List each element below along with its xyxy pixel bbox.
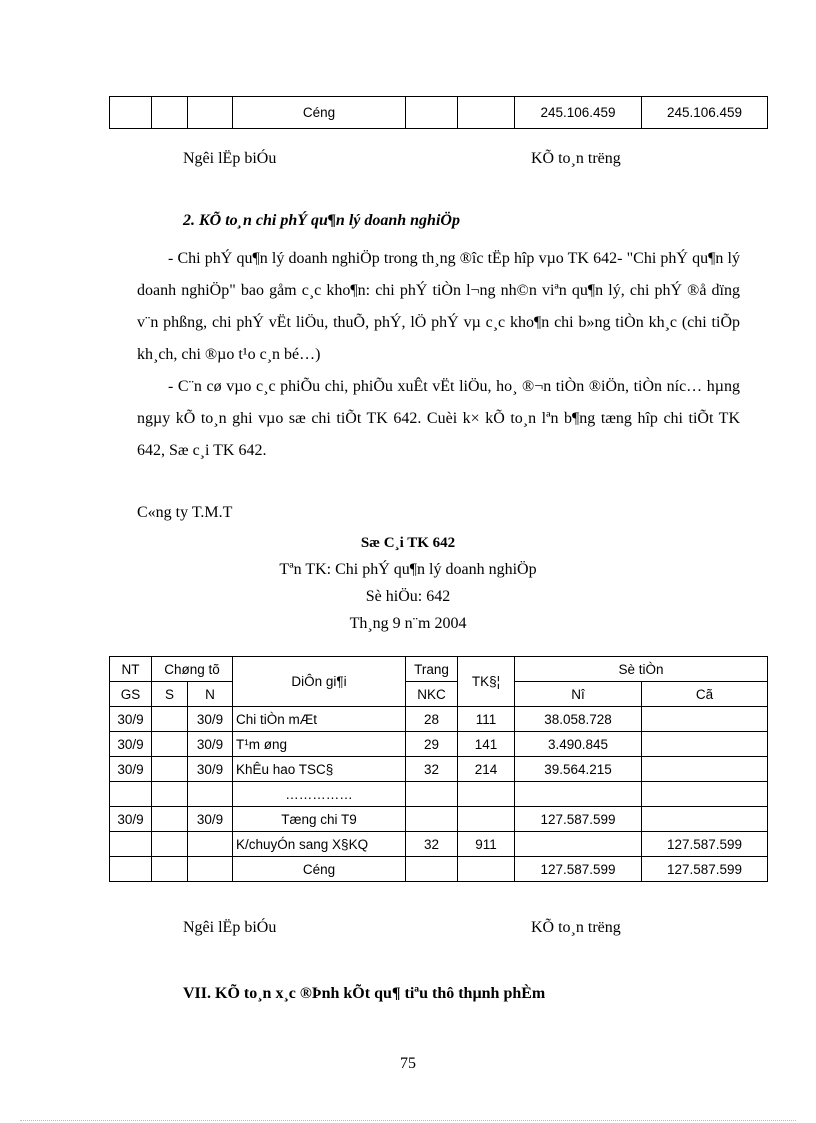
signature-accountant-1: KÕ to¸n trëng <box>531 150 621 167</box>
header-dien-giai: DiÔn gi¶i <box>233 657 406 707</box>
signature-accountant-2: KÕ to¸n trëng <box>531 919 621 936</box>
header-chung-tu: Chøng tõ <box>152 657 233 682</box>
header-no: Nî <box>515 682 642 707</box>
table-row: K/chuyÓn sang X§KQ 32 911 127.587.599 <box>110 832 768 857</box>
signature-preparer-1: Ngêi lËp biÓu <box>183 150 277 167</box>
section7-heading: VII. KÕ to¸n x¸c ®Þnh kÕt qu¶ tiªu thô thµnh phÈm <box>183 985 546 1002</box>
ledger-table <box>109 656 768 882</box>
header-nkc: NKC <box>406 682 458 707</box>
header-s: S <box>152 682 188 707</box>
header-trang: Trang <box>406 657 458 682</box>
ledger-total-row <box>110 857 768 882</box>
ledger-total-no: 127.587.599 <box>515 857 642 882</box>
section2-heading: 2. KÕ to¸n chi phÝ qu¶n lý doanh nghiÖp <box>183 212 460 229</box>
header-n: N <box>188 682 233 707</box>
table-row: 30/9 30/9 Chi tiÒn mÆt 28 111 38.058.728 <box>110 707 768 732</box>
table-row: 30/9 30/9 KhÊu hao TSC§ 32 214 39.564.215 <box>110 757 768 782</box>
top-total-table <box>109 96 768 129</box>
company-name: C«ng ty T.M.T <box>137 504 233 521</box>
header-tk-du: TK§¦ <box>458 657 515 707</box>
ledger-total-co: 127.587.599 <box>642 857 768 882</box>
ledger-title: Sæ C¸i TK 642 <box>360 535 456 551</box>
table-row: 30/9 30/9 T¹m øng 29 141 3.490.845 <box>110 732 768 757</box>
ledger-header-row-2 <box>110 682 768 707</box>
page-number: 75 <box>400 1055 416 1072</box>
top-total-co: 245.106.459 <box>642 97 768 129</box>
header-nt: NT <box>110 657 152 682</box>
header-gs: GS <box>110 682 152 707</box>
section2-paragraph-2: - C¨n cø vµo c¸c phiÕu chi, phiÕu xuÊt vËt liÖu, ho¸ ®¬n tiÒn ®iÖn, tiÒn níc… hµng ngµy kÕ to¸n ghi vµo sæ chi tiÕt TK 642. Cuèi k× kÕ to¸n lªn b¶ng tæng hîp chi tiÕt TK 642, Sæ c¸i TK 642. <box>137 378 740 459</box>
table-row: …………… <box>110 782 768 807</box>
ledger-header-row-1 <box>110 657 768 682</box>
ledger-account-number: Sè hiÖu: 642 <box>365 588 451 605</box>
ledger-period: Th¸ng 9 n¨m 2004 <box>349 615 467 632</box>
section2-body <box>137 243 740 467</box>
top-total-label: Céng <box>233 97 406 129</box>
top-total-row <box>110 97 768 129</box>
top-total-no: 245.106.459 <box>515 97 642 129</box>
signature-preparer-2: Ngêi lËp biÓu <box>183 919 277 936</box>
page-bottom-rule <box>20 1120 796 1121</box>
section2-paragraph-1: - Chi phÝ qu¶n lý doanh nghiÖp trong th¸ng ®îc tËp hîp vµo TK 642- "Chi phÝ qu¶n lý doanh nghiÖp" bao gåm c¸c kho¶n: chi phÝ tiÒn l¬ng nh©n viªn qu¶n lý, chi phÝ ®å dïng v¨n phßng, chi phÝ vËt liÖu, thuÕ, phÝ, lÖ phÝ vµ c¸c kho¶n chi b»ng tiÒn kh¸c (chi tiÕp kh¸ch, chi ®µo t¹o c¸n bé…) <box>137 250 740 363</box>
header-so-tien: Sè tiÒn <box>515 657 768 682</box>
ledger-account-name: Tªn TK: Chi phÝ qu¶n lý doanh nghiÖp <box>279 561 537 578</box>
header-co: Cã <box>642 682 768 707</box>
ledger-total-label: Céng <box>233 857 406 882</box>
table-row: 30/9 30/9 Tæng chi T9 127.587.599 <box>110 807 768 832</box>
